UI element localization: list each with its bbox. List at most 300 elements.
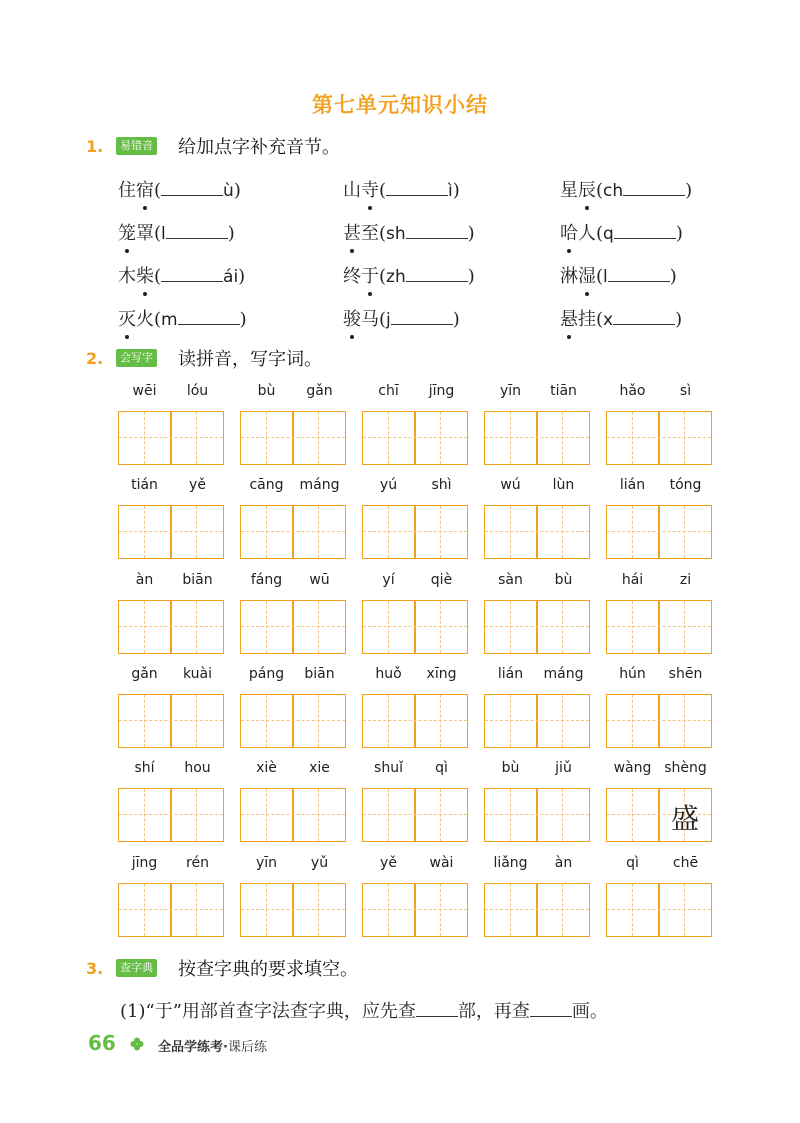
grid-line <box>241 626 345 627</box>
grid-line <box>388 506 389 558</box>
answer-blank[interactable] <box>613 310 675 325</box>
tianzige-boxes[interactable] <box>240 411 346 465</box>
pinyin-label: yīn <box>255 855 278 871</box>
grid-line <box>119 437 223 438</box>
pinyin-label: chē <box>672 855 699 871</box>
paren-close: ) <box>675 309 683 330</box>
tianzige-boxes[interactable] <box>240 694 346 748</box>
grid-line <box>536 884 538 936</box>
answer-blank[interactable] <box>166 224 228 239</box>
pinyin-label: tóng <box>669 477 702 493</box>
tianzige-boxes[interactable] <box>606 600 712 654</box>
grid-line <box>170 789 172 841</box>
paren-close: ) <box>233 180 241 201</box>
question-number: 2. <box>86 349 104 368</box>
paren-close: ) <box>452 180 460 201</box>
question-2-header <box>0 345 800 373</box>
tianzige-boxes[interactable] <box>240 883 346 937</box>
pinyin-label: páng <box>248 666 285 682</box>
grid-line <box>510 884 511 936</box>
pinyin-hint: x <box>603 310 614 330</box>
pinyin-hint: ù <box>223 181 234 201</box>
grid-line <box>388 884 389 936</box>
word-char: 火 <box>136 309 154 330</box>
paren-close: ) <box>669 266 677 287</box>
word-writing-block <box>362 477 468 559</box>
pinyin-label: yīn <box>499 383 522 399</box>
grid-line <box>388 601 389 653</box>
word-writing-block <box>606 666 712 748</box>
grid-line <box>632 884 633 936</box>
grid-line <box>119 814 223 815</box>
grid-line <box>510 412 511 464</box>
pinyin-label: jiǔ <box>555 760 572 776</box>
word-writing-block <box>362 666 468 748</box>
dotted-char: 甚 <box>343 219 361 245</box>
pinyin-label: máng <box>299 477 340 493</box>
pinyin-hint: ì <box>448 181 453 201</box>
pinyin-label: tiān <box>550 383 577 399</box>
grid-line <box>292 412 294 464</box>
pinyin-label: kuài <box>182 666 213 682</box>
grid-line <box>119 909 223 910</box>
sub-question-1 <box>120 997 608 1023</box>
grid-line <box>318 884 319 936</box>
paren-open: ( <box>379 309 387 330</box>
grid-line <box>363 814 467 815</box>
question-text: 读拼音，写字词。 <box>178 349 322 370</box>
word-writing-block <box>240 666 346 748</box>
pinyin-label: jīng <box>131 855 158 871</box>
grid-line <box>607 531 711 532</box>
pinyin-label: liǎng <box>493 855 528 871</box>
grid-line <box>536 601 538 653</box>
pinyin-label: yě <box>380 855 397 871</box>
pinyin-label: fáng <box>250 572 283 588</box>
tianzige-boxes[interactable] <box>484 694 590 748</box>
pinyin-label: xīng <box>426 666 457 682</box>
word-writing-block <box>118 855 224 937</box>
grid-line <box>318 412 319 464</box>
grid-line <box>684 601 685 653</box>
pinyin-label: hou <box>184 760 211 776</box>
pinyin-hint: q <box>603 224 614 244</box>
pinyin-label: shēn <box>668 666 703 682</box>
pinyin-label: qiè <box>430 572 453 588</box>
pinyin-label: àn <box>554 855 573 871</box>
pinyin-label: shuǐ <box>374 760 403 776</box>
pinyin-label: sì <box>679 383 692 399</box>
grid-line <box>607 626 711 627</box>
answer-blank[interactable] <box>391 310 453 325</box>
pinyin-label: tián <box>131 477 158 493</box>
pinyin-label: wài <box>429 855 454 871</box>
paren-open: ( <box>154 266 162 287</box>
pinyin-item <box>343 176 460 202</box>
grid-line <box>562 884 563 936</box>
pinyin-item <box>118 219 235 245</box>
answer-blank[interactable] <box>386 181 448 196</box>
pinyin-hint: sh <box>386 224 406 244</box>
pinyin-label: xiè <box>256 760 277 776</box>
pinyin-item <box>343 305 460 331</box>
grid-line <box>318 506 319 558</box>
grid-line <box>536 506 538 558</box>
tianzige-boxes[interactable] <box>606 694 712 748</box>
question-text: 按查字典的要求填空。 <box>178 959 358 980</box>
question-number: 3. <box>86 959 104 978</box>
pinyin-label: sàn <box>498 572 523 588</box>
brand-name: 全品学练考 <box>158 1040 224 1055</box>
grid-line <box>241 437 345 438</box>
grid-line <box>363 720 467 721</box>
tianzige-boxes[interactable] <box>118 694 224 748</box>
grid-line <box>414 695 416 747</box>
pinyin-label: bù <box>554 572 573 588</box>
answer-blank[interactable] <box>161 267 223 282</box>
grid-line <box>292 884 294 936</box>
pinyin-label: yú <box>379 477 398 493</box>
grid-line <box>510 601 511 653</box>
question-number: 1. <box>86 137 104 156</box>
pinyin-label: bù <box>501 760 520 776</box>
pinyin-item <box>343 262 475 288</box>
grid-line <box>414 412 416 464</box>
grid-line <box>658 884 660 936</box>
tianzige-boxes[interactable] <box>606 883 712 937</box>
pinyin-label: yě <box>189 477 206 493</box>
question-1-header <box>0 133 800 161</box>
pinyin-label: biān <box>182 572 213 588</box>
word-writing-block <box>484 572 590 654</box>
dotted-char: 湿 <box>578 262 596 288</box>
dotted-char: 笼 <box>118 219 136 245</box>
pinyin-item <box>118 176 241 202</box>
tianzige-boxes[interactable] <box>362 505 468 559</box>
grid-line <box>266 601 267 653</box>
grid-line <box>363 437 467 438</box>
paren-close: ) <box>675 223 683 244</box>
grid-line <box>607 437 711 438</box>
grid-line <box>241 814 345 815</box>
tianzige-boxes[interactable] <box>362 694 468 748</box>
paren-open: ( <box>154 309 162 330</box>
pinyin-label: biān <box>304 666 335 682</box>
grid-line <box>196 695 197 747</box>
tianzige-boxes[interactable] <box>484 788 590 842</box>
pinyin-label: lóu <box>186 383 209 399</box>
tianzige-boxes[interactable] <box>118 600 224 654</box>
word-char: 山 <box>343 180 361 201</box>
pinyin-label: jīng <box>428 383 455 399</box>
grid-line <box>292 506 294 558</box>
answer-blank[interactable] <box>608 267 670 282</box>
question-tag: 查字典 <box>116 959 157 977</box>
grid-line <box>485 437 589 438</box>
grid-line <box>562 506 563 558</box>
word-writing-block <box>240 855 346 937</box>
word-writing-block <box>118 760 224 842</box>
grid-line <box>562 789 563 841</box>
grid-line <box>266 412 267 464</box>
pinyin-item <box>560 305 682 331</box>
word-writing-block <box>118 477 224 559</box>
tianzige-boxes[interactable] <box>118 883 224 937</box>
answer-blank[interactable] <box>178 310 240 325</box>
word-writing-block <box>362 572 468 654</box>
page-title: 第七单元知识小结 <box>312 93 488 117</box>
paren-close: ) <box>452 309 460 330</box>
grid-line <box>318 695 319 747</box>
paren-close: ) <box>467 266 475 287</box>
pinyin-label: shèng <box>664 760 707 776</box>
tianzige-boxes[interactable] <box>484 411 590 465</box>
grid-line <box>266 884 267 936</box>
paren-close: ) <box>467 223 475 244</box>
question-tag: 易错音 <box>116 137 157 155</box>
word-char: 人 <box>578 223 596 244</box>
tianzige-boxes[interactable] <box>484 600 590 654</box>
grid-line <box>440 884 441 936</box>
grid-line <box>144 412 145 464</box>
grid-line <box>632 695 633 747</box>
word-writing-block <box>484 477 590 559</box>
grid-line <box>196 884 197 936</box>
pinyin-item <box>343 219 475 245</box>
word-writing-block <box>240 477 346 559</box>
grid-line <box>485 909 589 910</box>
pinyin-label: qì <box>435 760 448 776</box>
grid-line <box>170 601 172 653</box>
dotted-char: 寺 <box>361 176 379 202</box>
sub-question-text-a: (1)“于”用部首查字法查字典，应先查 <box>120 1001 416 1022</box>
word-writing-block <box>362 383 468 465</box>
grid-line <box>318 789 319 841</box>
grid-line <box>684 884 685 936</box>
word-char: 淋 <box>560 266 578 287</box>
grid-line <box>658 506 660 558</box>
tianzige-boxes[interactable] <box>118 788 224 842</box>
answer-blank[interactable] <box>406 267 468 282</box>
grid-line <box>510 695 511 747</box>
grid-line <box>196 506 197 558</box>
grid-line <box>266 506 267 558</box>
grid-line <box>414 789 416 841</box>
tianzige-boxes[interactable] <box>606 788 712 842</box>
pinyin-label: rén <box>186 855 209 871</box>
pinyin-hint: ái <box>223 267 239 287</box>
pinyin-label: shí <box>134 760 155 776</box>
page-number: 66 <box>88 1031 116 1055</box>
question-3-header <box>0 955 800 983</box>
tianzige-boxes[interactable] <box>240 600 346 654</box>
grid-line <box>144 695 145 747</box>
grid-line <box>241 531 345 532</box>
pinyin-label: bù <box>257 383 276 399</box>
pinyin-label: shì <box>431 477 452 493</box>
answer-blank[interactable] <box>416 1002 458 1017</box>
question-text: 给加点字补充音节。 <box>178 137 340 158</box>
grid-line <box>144 884 145 936</box>
tianzige-boxes[interactable] <box>240 788 346 842</box>
pinyin-hint: l <box>161 224 166 244</box>
grid-line <box>485 720 589 721</box>
grid-line <box>144 789 145 841</box>
grid-line <box>196 412 197 464</box>
dotted-char: 哈 <box>560 219 578 245</box>
word-writing-block <box>606 572 712 654</box>
tianzige-boxes[interactable] <box>118 411 224 465</box>
pinyin-label: xie <box>309 760 330 776</box>
pinyin-label: wēi <box>132 383 157 399</box>
pinyin-item <box>118 262 245 288</box>
word-char: 马 <box>361 309 379 330</box>
grid-line <box>388 789 389 841</box>
pinyin-label: yǔ <box>310 855 329 871</box>
word-char: 星 <box>560 180 578 201</box>
tianzige-boxes[interactable] <box>118 505 224 559</box>
grid-line <box>414 506 416 558</box>
grid-line <box>632 789 633 841</box>
word-writing-block <box>606 760 712 842</box>
grid-line <box>632 601 633 653</box>
word-char: 罩 <box>136 223 154 244</box>
pinyin-label: zi <box>679 572 692 588</box>
grid-line <box>658 601 660 653</box>
grid-line <box>684 506 685 558</box>
word-char: 住 <box>118 180 136 201</box>
pinyin-label: lián <box>497 666 524 682</box>
word-writing-block <box>362 760 468 842</box>
grid-line <box>363 531 467 532</box>
tianzige-boxes[interactable] <box>362 788 468 842</box>
pinyin-hint: l <box>603 267 608 287</box>
grid-line <box>440 789 441 841</box>
grid-line <box>119 626 223 627</box>
answer-blank[interactable] <box>614 224 676 239</box>
pinyin-item <box>560 176 692 202</box>
grid-line <box>536 412 538 464</box>
tianzige-boxes[interactable] <box>484 505 590 559</box>
grid-line <box>170 412 172 464</box>
grid-line <box>684 412 685 464</box>
word-writing-block <box>118 572 224 654</box>
paren-open: ( <box>379 180 387 201</box>
grid-line <box>632 412 633 464</box>
grid-line <box>658 412 660 464</box>
pinyin-label: huǒ <box>375 666 402 682</box>
pinyin-label: lián <box>619 477 646 493</box>
tianzige-boxes[interactable] <box>606 505 712 559</box>
grid-line <box>440 695 441 747</box>
dotted-char: 骏 <box>343 305 361 331</box>
grid-line <box>414 884 416 936</box>
grid-line <box>536 789 538 841</box>
pinyin-label: wàng <box>613 760 652 776</box>
dotted-char: 于 <box>361 262 379 288</box>
grid-line <box>119 531 223 532</box>
filled-character: 盛 <box>670 802 699 835</box>
tianzige-boxes[interactable] <box>606 411 712 465</box>
pinyin-item <box>560 262 677 288</box>
answer-blank[interactable] <box>530 1002 572 1017</box>
word-char: 挂 <box>578 309 596 330</box>
grid-line <box>241 720 345 721</box>
tianzige-boxes[interactable] <box>484 883 590 937</box>
pinyin-hint: m <box>161 310 178 330</box>
grid-line <box>388 695 389 747</box>
dotted-char: 宿 <box>136 176 154 202</box>
answer-blank[interactable] <box>161 181 223 196</box>
grid-line <box>414 601 416 653</box>
paren-close: ) <box>685 180 693 201</box>
answer-blank[interactable] <box>406 224 468 239</box>
grid-line <box>562 601 563 653</box>
tianzige-boxes[interactable] <box>362 883 468 937</box>
grid-line <box>292 789 294 841</box>
grid-line <box>292 601 294 653</box>
grid-line <box>119 720 223 721</box>
grid-line <box>632 506 633 558</box>
grid-line <box>363 909 467 910</box>
grid-line <box>510 506 511 558</box>
grid-line <box>363 626 467 627</box>
word-char: 木 <box>118 266 136 287</box>
grid-line <box>485 814 589 815</box>
grid-line <box>170 695 172 747</box>
grid-line <box>562 695 563 747</box>
grid-line <box>440 412 441 464</box>
word-writing-block <box>240 383 346 465</box>
pinyin-item <box>118 305 247 331</box>
pinyin-hint: zh <box>386 267 406 287</box>
grid-line <box>170 884 172 936</box>
grid-line <box>144 601 145 653</box>
tianzige-boxes[interactable] <box>362 600 468 654</box>
pinyin-label: wú <box>500 477 521 493</box>
grid-line <box>485 626 589 627</box>
paren-open: ( <box>596 180 604 201</box>
pinyin-label: hái <box>621 572 644 588</box>
answer-blank[interactable] <box>623 181 685 196</box>
paren-close: ) <box>239 309 247 330</box>
pinyin-label: hún <box>619 666 646 682</box>
word-writing-block <box>484 855 590 937</box>
pinyin-label: gǎn <box>131 666 158 682</box>
grid-line <box>196 601 197 653</box>
pinyin-item <box>560 219 683 245</box>
pinyin-label: wū <box>309 572 330 588</box>
tianzige-boxes[interactable] <box>240 505 346 559</box>
word-writing-block <box>606 855 712 937</box>
grid-line <box>684 695 685 747</box>
pinyin-hint: j <box>386 310 391 330</box>
paren-open: ( <box>379 266 387 287</box>
grid-line <box>318 601 319 653</box>
word-writing-block <box>240 760 346 842</box>
pinyin-label: yí <box>382 572 395 588</box>
word-writing-block <box>240 572 346 654</box>
dotted-char: 辰 <box>578 176 596 202</box>
tianzige-boxes[interactable] <box>362 411 468 465</box>
paren-open: ( <box>596 223 604 244</box>
dotted-char: 灭 <box>118 305 136 331</box>
sub-question-text-b: 部，再查 <box>457 1001 530 1022</box>
grid-line <box>170 506 172 558</box>
pinyin-label: àn <box>135 572 154 588</box>
pinyin-label: hǎo <box>619 383 646 399</box>
pinyin-label: máng <box>543 666 584 682</box>
